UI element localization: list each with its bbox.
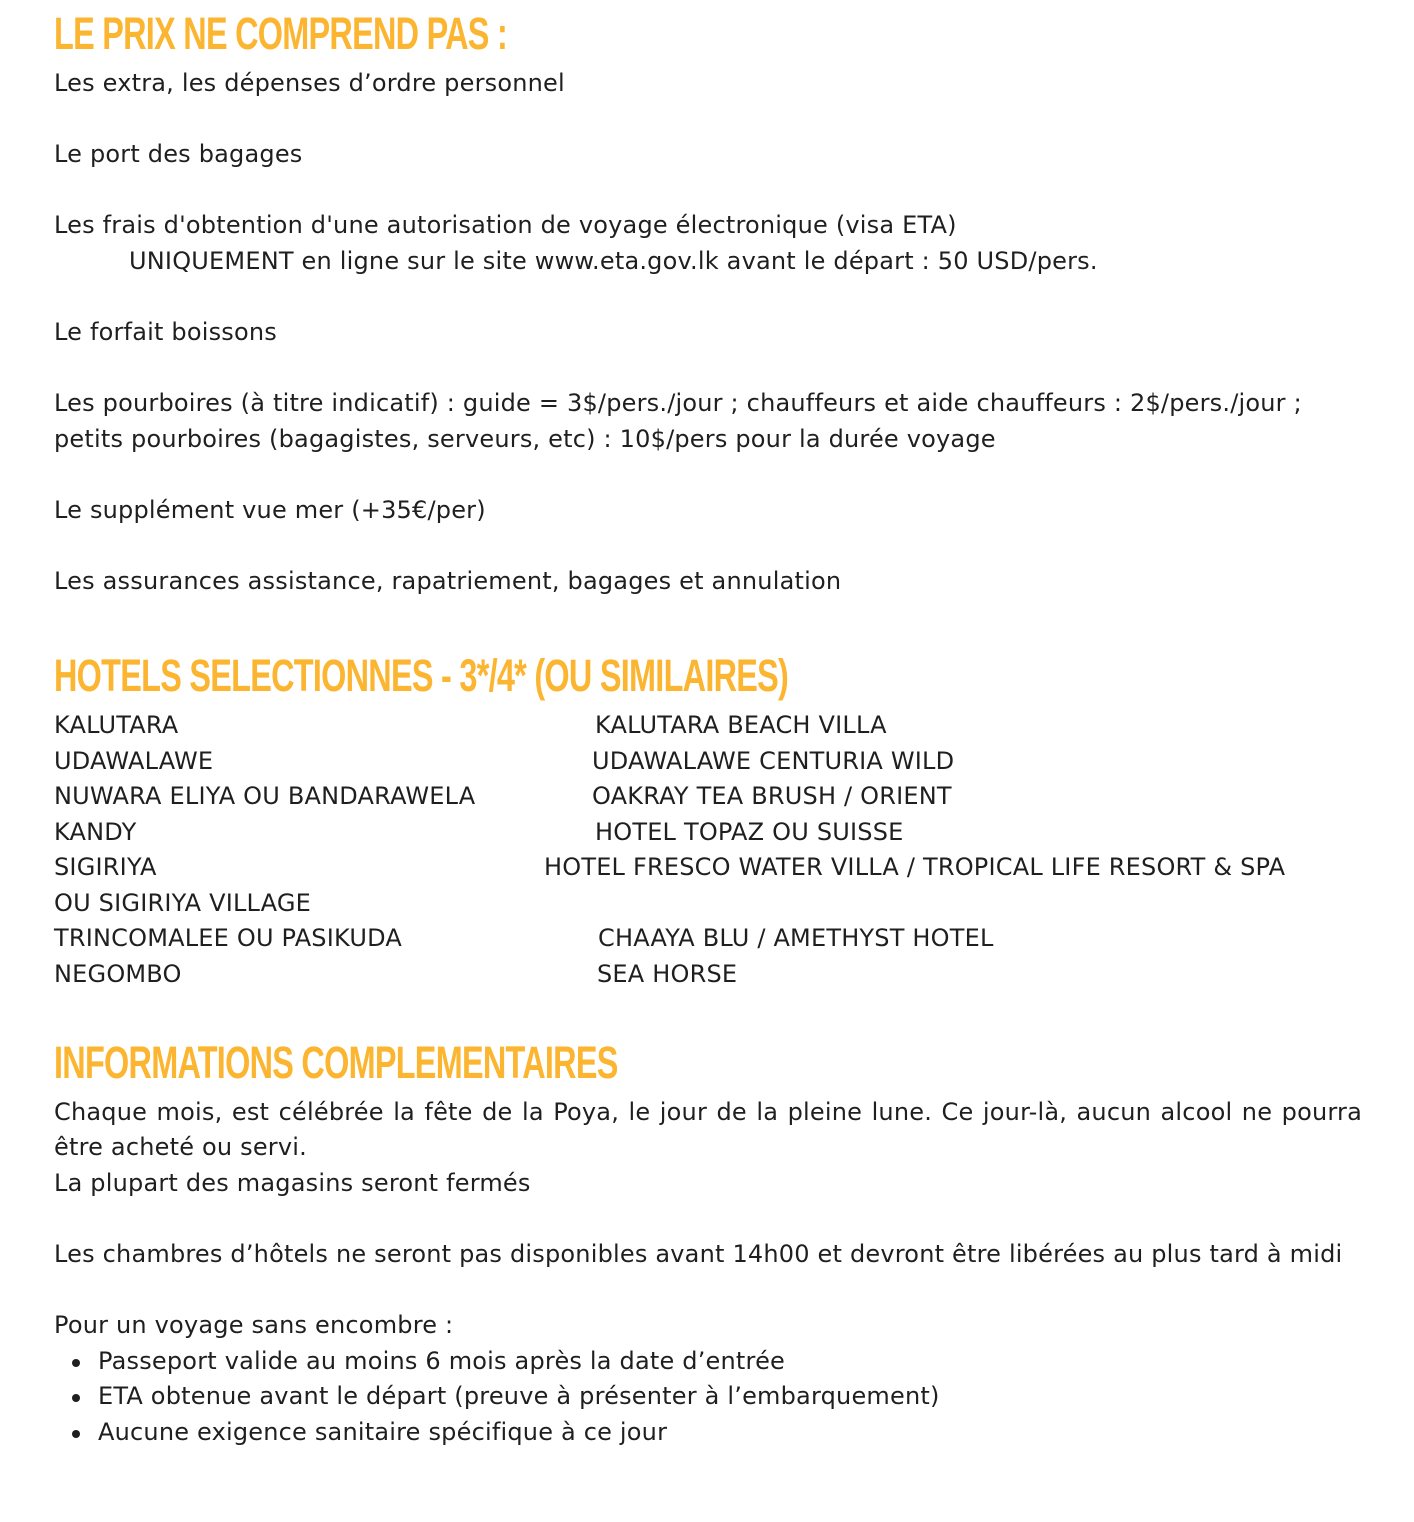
travel-requirements-list: [54, 1344, 1362, 1451]
additional-info-heading: INFORMATIONS COMPLEMENTAIRES: [54, 1036, 618, 1088]
hotel-name: KALUTARA BEACH VILLA: [595, 710, 887, 739]
exclusion-insurance: Les assurances assistance, rapatriement, bagages et annulation: [54, 567, 842, 596]
list-item: [54, 1415, 1362, 1451]
hotel-name: HOTEL FRESCO WATER VILLA / TROPICAL LIFE RESORT & SPA: [544, 853, 1286, 882]
hotels-list: [54, 708, 1362, 993]
hotel-name: CHAAYA BLU / AMETHYST HOTEL: [598, 924, 994, 953]
bullet-icon: [72, 1430, 80, 1438]
bullet-icon: [72, 1394, 80, 1402]
exclusion-visa: Les frais d'obtention d'une autorisation de voyage électronique (visa ETA): [54, 211, 957, 240]
list-item-text: Passeport valide au moins 6 mois après la date d’entrée: [98, 1346, 786, 1375]
rooms-paragraph: Les chambres d’hôtels ne seront pas disponibles avant 14h00 et devront être libérées au plus tard à midi: [54, 1240, 1343, 1269]
hotel-row: [54, 957, 1362, 993]
exclusion-tips-continued: petits pourboires (bagagistes, serveurs, etc) : 10$/pers pour la durée voyage: [54, 424, 996, 453]
hotel-city: TRINCOMALEE OU PASIKUDA: [54, 924, 402, 953]
shops-closed: La plupart des magasins seront fermés: [54, 1168, 531, 1197]
hotel-name: HOTEL TOPAZ OU SUISSE: [595, 817, 904, 846]
hotel-name: OAKRAY TEA BRUSH / ORIENT: [592, 782, 952, 811]
hotel-name: UDAWALAWE CENTURIA WILD: [592, 746, 955, 775]
list-item: [54, 1344, 1362, 1380]
hotel-city: UDAWALAWE: [54, 746, 214, 775]
price-excludes-heading: LE PRIX NE COMPREND PAS :: [54, 8, 508, 59]
hotel-city: KANDY: [54, 817, 137, 846]
list-item-text: Aucune exigence sanitaire spécifique à ce jour: [98, 1418, 668, 1446]
exclusion-sea-view: Le supplément vue mer (+35€/per): [54, 496, 486, 525]
hotel-row: [54, 850, 1362, 886]
hotel-row: [54, 921, 1362, 957]
document-page: [54, 0, 1362, 1451]
hotel-row: [54, 886, 1362, 922]
travel-intro: Pour un voyage sans encombre :: [54, 1311, 454, 1340]
hotel-row: [54, 815, 1362, 851]
hotels-heading: HOTELS SELECTIONNES - 3*/4* (OU SIMILAIRES): [54, 649, 789, 701]
hotel-name: SEA HORSE: [597, 960, 738, 989]
hotel-city: SIGIRIYA: [54, 853, 157, 882]
list-item-text: ETA obtenue avant le départ (preuve à présenter à l’embarquement): [98, 1382, 940, 1411]
hotel-city: OU SIGIRIYA VILLAGE: [54, 888, 312, 917]
hotel-city: KALUTARA: [54, 710, 179, 739]
exclusion-personal-expenses: Les extra, les dépenses d’ordre personnel: [54, 69, 565, 97]
hotel-city: NUWARA ELIYA OU BANDARAWELA: [54, 782, 476, 811]
exclusion-luggage: Le port des bagages: [54, 140, 303, 169]
hotel-row: [54, 744, 1362, 780]
exclusion-drinks: Le forfait boissons: [54, 318, 277, 347]
hotel-row: [54, 708, 1362, 744]
list-item: [54, 1379, 1362, 1415]
exclusion-visa-detail: UNIQUEMENT en ligne sur le site www.eta.gov.lk avant le départ : 50 USD/pers.: [129, 246, 1098, 275]
bullet-icon: [72, 1359, 80, 1367]
hotel-city: NEGOMBO: [54, 960, 182, 989]
exclusion-tips: Les pourboires (à titre indicatif) : guide = 3$/pers./jour ; chauffeurs et aide chauffeurs : 2$/pers./jour ;: [54, 389, 1302, 418]
poya-paragraph: Chaque mois, est célébrée la fête de la Poya, le jour de la pleine lune. Ce jour-là, aucun alcool ne pourra être acheté ou servi.: [54, 1097, 1362, 1162]
hotel-row: [54, 779, 1362, 815]
